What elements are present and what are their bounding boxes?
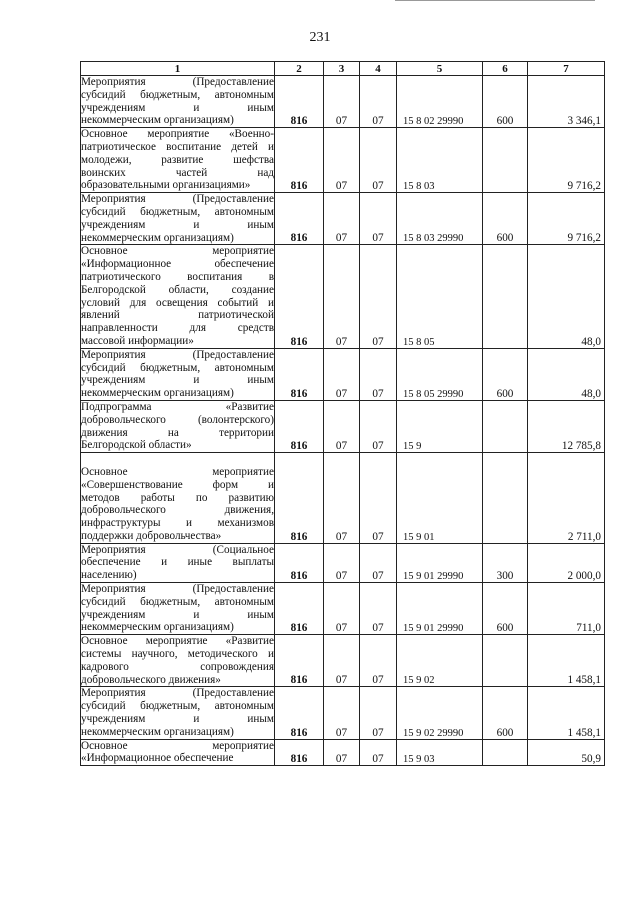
row-cell-c7: 711,0 [528,583,605,635]
row-cell-c4: 07 [360,635,397,687]
header-col-2: 2 [275,62,324,76]
row-name-line: добровольческого движения» [81,673,221,686]
table-body [81,76,605,766]
row-name-line: учреждениям и иным [81,374,274,387]
row-cell-c2: 816 [275,453,324,544]
row-name-line: патриотическое воспитание детей и [81,140,274,153]
row-cell-c3: 07 [324,687,360,739]
row-name-cell [81,128,275,193]
table-row [81,453,605,544]
row-name-line: методов работы по развитию [81,491,274,504]
top-scan-marks [395,0,595,4]
row-cell-c7: 3 346,1 [528,76,605,128]
row-name-line: условий для освещения событий и [81,296,274,309]
row-cell-c6: 600 [483,76,528,128]
row-cell-c2: 816 [275,76,324,128]
row-cell-c4: 07 [360,128,397,193]
row-name-line: добровольческого (волонтерского) [81,413,274,426]
row-cell-c2: 816 [275,245,324,348]
table-row [81,543,605,582]
row-cell-c7: 50,9 [528,739,605,766]
row-name-cell [81,400,275,452]
row-name-line: некоммерческим организациям) [81,725,234,738]
row-cell-c2: 816 [275,543,324,582]
row-name-line: Мероприятия (Предоставление [81,76,274,88]
row-name-line: поддержки добровольчества» [81,529,222,542]
row-cell-c3: 07 [324,543,360,582]
row-name-line: массовой информации» [81,334,194,347]
row-name-line: субсидий бюджетным, автономным [81,595,274,608]
row-name-line: субсидий бюджетным, автономным [81,205,274,218]
row-cell-c3: 07 [324,128,360,193]
row-cell-c5: 15 8 02 29990 [397,76,483,128]
row-name-line: некоммерческим организациям) [81,231,234,244]
row-cell-c7: 12 785,8 [528,400,605,452]
row-cell-c7: 1 458,1 [528,635,605,687]
row-name-line: Мероприятия (Социальное [81,543,274,556]
row-name-line: некоммерческим организациям) [81,114,234,127]
row-name-cell [81,453,275,544]
row-cell-c7: 48,0 [528,348,605,400]
row-cell-c2: 816 [275,687,324,739]
row-cell-c5: 15 8 03 29990 [397,193,483,245]
row-name-line: системы научного, методического и [81,648,274,661]
budget-table [80,61,605,766]
row-cell-c5: 15 9 01 [397,453,483,544]
row-name-line: молодежи, развитие шефства [81,153,274,166]
row-cell-c5: 15 8 03 [397,128,483,193]
table-row [81,687,605,739]
row-cell-c4: 07 [360,583,397,635]
row-name-line: явлений патриотической [81,309,274,322]
row-cell-c6: 600 [483,583,528,635]
row-cell-c6 [483,400,528,452]
row-cell-c5: 15 9 01 29990 [397,543,483,582]
header-col-6: 6 [483,62,528,76]
row-name-line: учреждениям и иным [81,713,274,726]
row-name-line: добровольческого движения, [81,504,274,517]
row-name-line: кадрового сопровождения [81,660,274,673]
row-name-line: Мероприятия (Предоставление [81,193,274,206]
row-name-line: населению) [81,569,137,582]
row-name-line: субсидий бюджетным, автономным [81,361,274,374]
row-cell-c7: 9 716,2 [528,193,605,245]
header-col-7: 7 [528,62,605,76]
row-cell-c3: 07 [324,193,360,245]
row-cell-c3: 07 [324,739,360,766]
row-name-line: Белгородской области, создание [81,283,274,296]
row-cell-c3: 07 [324,348,360,400]
row-cell-c4: 07 [360,687,397,739]
row-cell-c6: 600 [483,687,528,739]
row-name-line: «Информационное обеспечение [81,258,274,271]
row-cell-c7: 2 711,0 [528,453,605,544]
row-cell-c7: 48,0 [528,245,605,348]
row-name-cell [81,583,275,635]
row-name-line: субсидий бюджетным, автономным [81,88,274,101]
row-cell-c5: 15 9 03 [397,739,483,766]
row-cell-c4: 07 [360,400,397,452]
row-name-line: Основное мероприятие [81,245,274,258]
row-cell-c6 [483,739,528,766]
row-name-line: Основное мероприятие [81,465,274,478]
table-row [81,348,605,400]
table-row [81,76,605,128]
row-cell-c6 [483,245,528,348]
row-cell-c6: 300 [483,543,528,582]
table-row [81,739,605,766]
row-cell-c3: 07 [324,453,360,544]
row-name-line: некоммерческим организациям) [81,621,234,634]
row-cell-c5: 15 9 [397,400,483,452]
row-cell-c2: 816 [275,739,324,766]
table-row [81,193,605,245]
row-cell-c4: 07 [360,453,397,544]
row-name-line: Мероприятия (Предоставление [81,348,274,361]
row-cell-c3: 07 [324,76,360,128]
row-name-line: учреждениям и иным [81,218,274,231]
header-col-4: 4 [360,62,397,76]
row-name-line: учреждениям и иным [81,608,274,621]
row-cell-c4: 07 [360,193,397,245]
row-name-line: патриотического воспитания в [81,270,274,283]
row-name-cell [81,193,275,245]
row-cell-c6 [483,635,528,687]
row-cell-c7: 1 458,1 [528,687,605,739]
row-cell-c3: 07 [324,583,360,635]
row-name-cell [81,543,275,582]
row-cell-c7: 9 716,2 [528,128,605,193]
row-name-cell [81,687,275,739]
row-name-line: Белгородской области» [81,439,192,452]
row-name-line: Основное мероприятие [81,739,274,752]
row-cell-c3: 07 [324,635,360,687]
row-cell-c6: 600 [483,348,528,400]
row-cell-c5: 15 9 01 29990 [397,583,483,635]
row-name-line: Подпрограмма «Развитие [81,400,274,413]
row-cell-c3: 07 [324,400,360,452]
row-name-cell [81,739,275,766]
row-cell-c2: 816 [275,635,324,687]
row-cell-c7: 2 000,0 [528,543,605,582]
row-cell-c2: 816 [275,348,324,400]
row-name-line: воинских частей над [81,166,274,179]
table-row [81,128,605,193]
row-name-line: «Совершенствование форм и [81,478,274,491]
header-col-1: 1 [81,62,275,76]
row-cell-c6: 600 [483,193,528,245]
row-name-line [81,453,274,466]
row-name-cell [81,76,275,128]
row-cell-c4: 07 [360,739,397,766]
table-header-row [81,62,605,76]
table-row [81,635,605,687]
row-cell-c2: 816 [275,583,324,635]
row-cell-c5: 15 8 05 [397,245,483,348]
row-cell-c4: 07 [360,245,397,348]
row-cell-c4: 07 [360,543,397,582]
table-row [81,583,605,635]
row-cell-c2: 816 [275,128,324,193]
page-number: 231 [309,30,331,45]
row-name-line: Основное мероприятие «Развитие [81,635,274,648]
row-name-line: образовательными организациями» [81,179,251,192]
row-cell-c6 [483,128,528,193]
row-name-line: Мероприятия (Предоставление [81,583,274,596]
row-cell-c5: 15 8 05 29990 [397,348,483,400]
header-col-3: 3 [324,62,360,76]
row-name-cell [81,245,275,348]
table-row [81,400,605,452]
row-cell-c3: 07 [324,245,360,348]
row-name-line: субсидий бюджетным, автономным [81,700,274,713]
row-cell-c2: 816 [275,400,324,452]
table-row [81,245,605,348]
row-cell-c5: 15 9 02 29990 [397,687,483,739]
header-col-5: 5 [397,62,483,76]
row-name-line: инфраструктуры и механизмов [81,517,274,530]
row-cell-c4: 07 [360,348,397,400]
row-cell-c4: 07 [360,76,397,128]
row-name-cell [81,635,275,687]
row-name-line: «Информационное обеспечение [81,752,234,765]
row-name-cell [81,348,275,400]
row-name-line: учреждениям и иным [81,101,274,114]
row-name-line: обеспечение и иные выплаты [81,556,274,569]
row-name-line: Мероприятия (Предоставление [81,687,274,700]
row-cell-c5: 15 9 02 [397,635,483,687]
row-cell-c6 [483,453,528,544]
row-cell-c2: 816 [275,193,324,245]
row-name-line: Основное мероприятие «Военно- [81,128,274,141]
row-name-line: направленности для средств [81,322,274,335]
row-name-line: движения на территории [81,426,274,439]
row-name-line: некоммерческим организациям) [81,387,234,400]
